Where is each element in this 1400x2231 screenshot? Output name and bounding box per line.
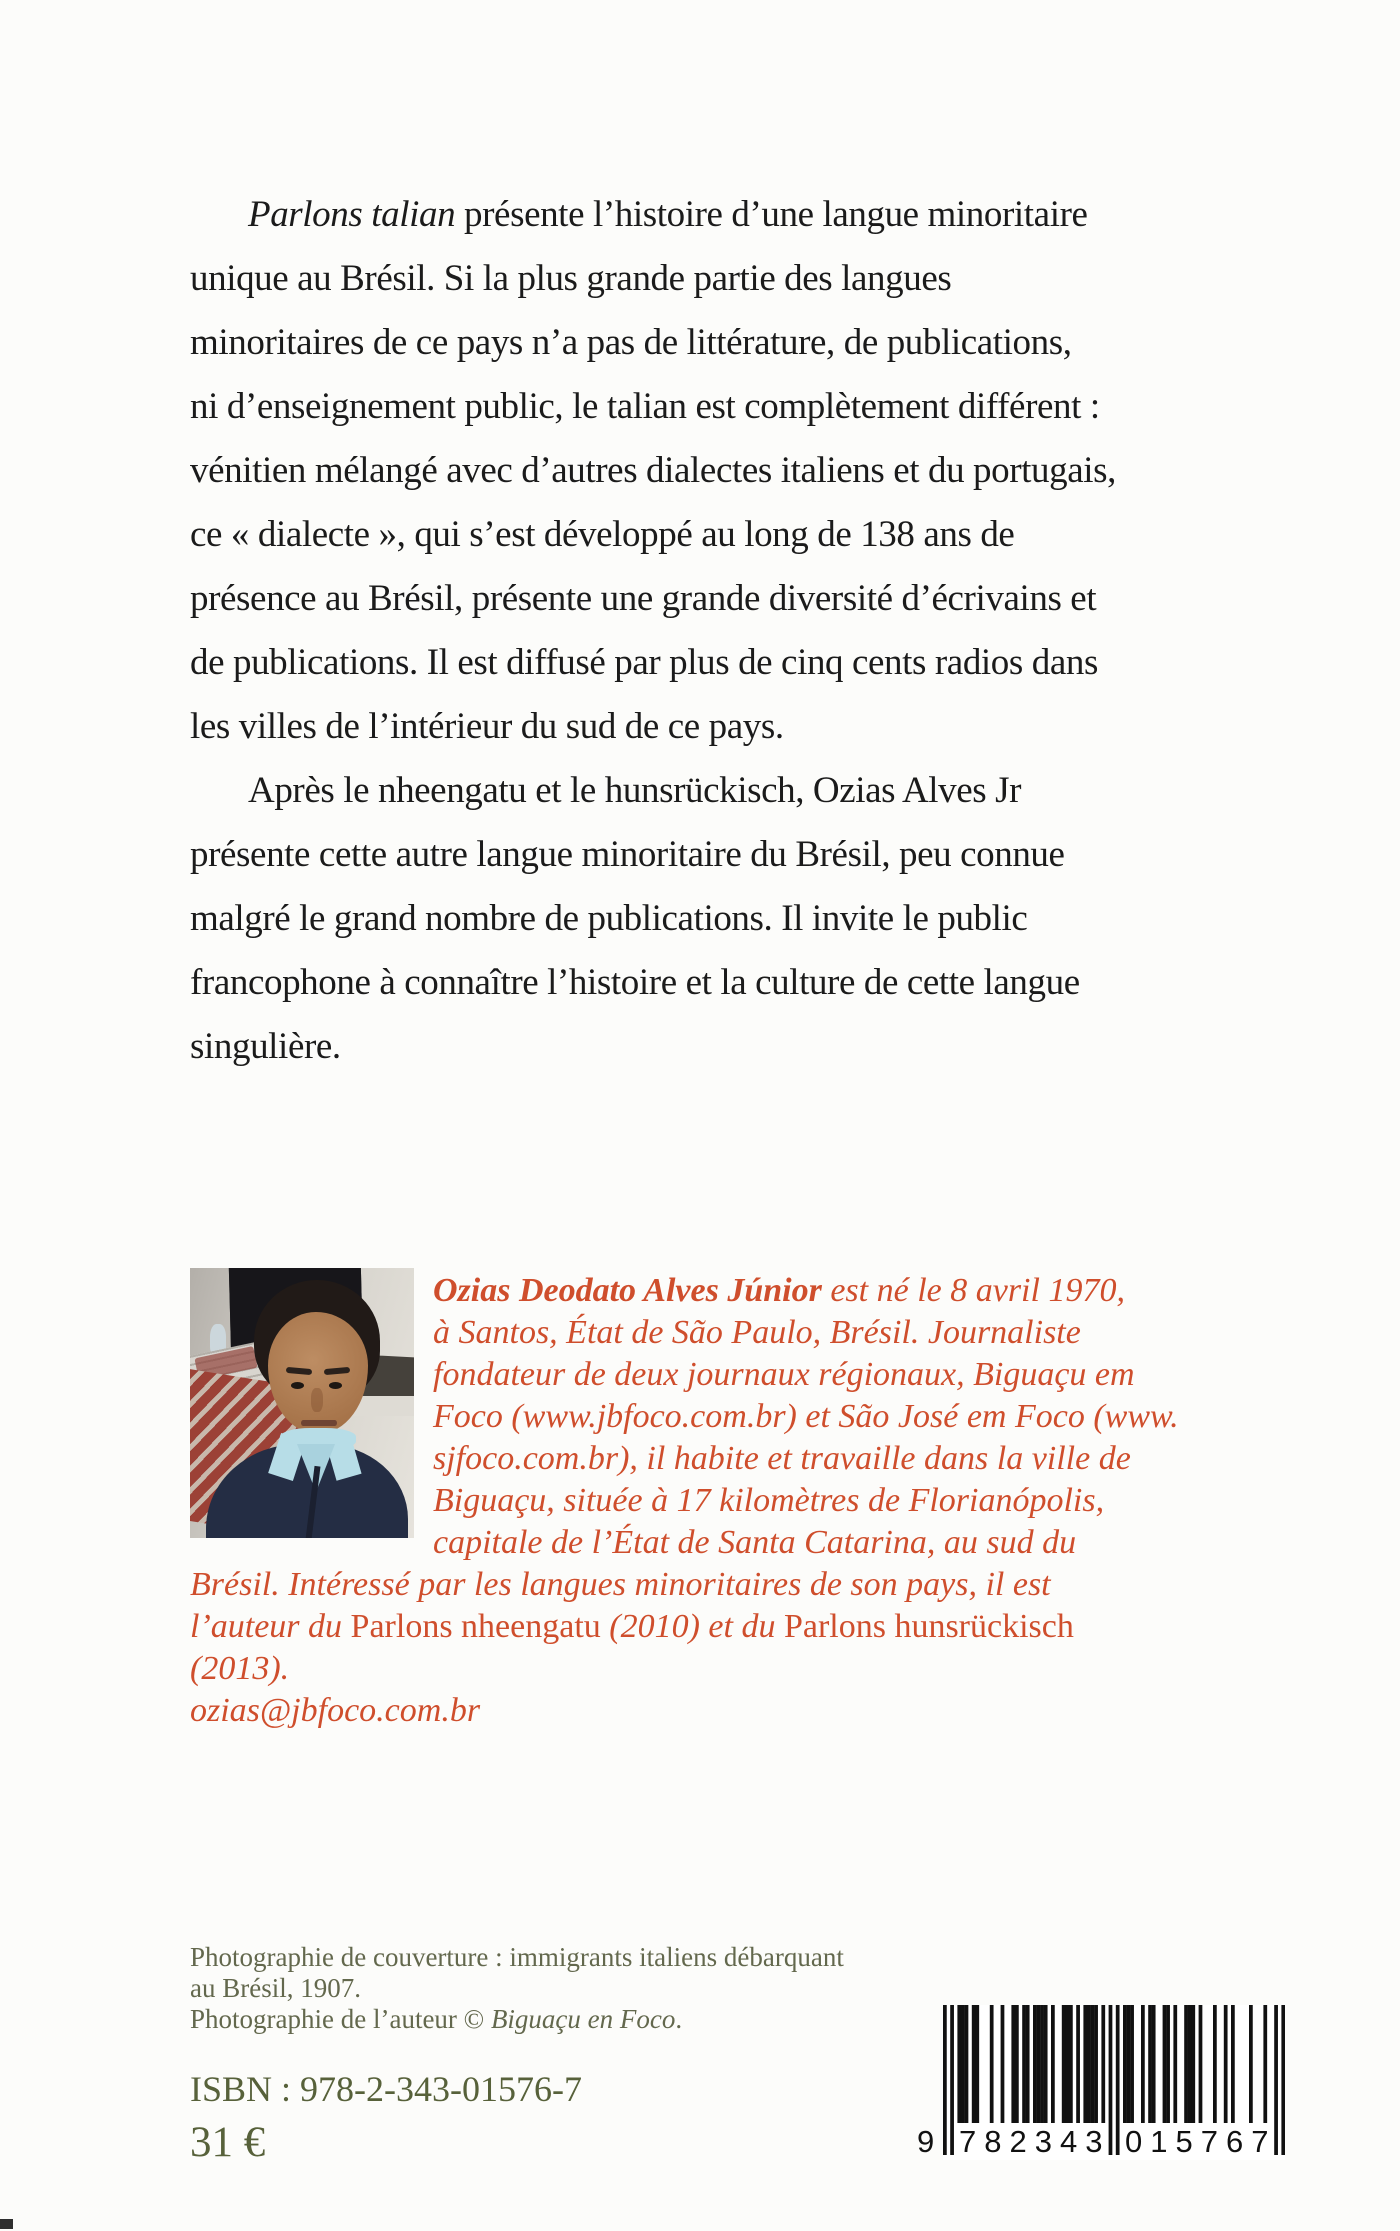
text-segment: singulière. [190,1026,341,1067]
text-segment: unique au Brésil. Si la plus grande partie des langues [190,258,952,299]
text-line [190,1312,1278,1354]
text-segment: Foco (www.jbfoco.com.br) et São José em Foco (www. [433,1398,1179,1435]
photo-credits [190,1942,950,2035]
isbn-number: ISBN : 978-2-343-01576-7 [190,2069,582,2109]
text-line [190,375,1278,439]
text-segment: Parlons talian [248,194,456,235]
text-line [190,1480,1278,1522]
text-segment: francophone à connaître l’histoire et la culture de cette langue [190,962,1080,1003]
text-segment: capitale de l’État de Santa Catarina, au sud du [433,1524,1077,1561]
text-segment: Brésil. Intéressé par les langues minoritaires de son pays, il est [190,1566,1051,1603]
synopsis-text [190,183,1278,1079]
text-line [190,1438,1278,1480]
text-line [190,887,1278,951]
text-segment: au Brésil, 1907. [190,1973,361,2003]
text-line [190,823,1278,887]
text-segment: vénitien mélangé avec d’autres dialectes italiens et du portugais, [190,450,1116,491]
text-segment: présente l’histoire d’une langue minoritaire [455,194,1088,235]
text-segment: Biguaçu, située à 17 kilomètres de Florianópolis, [433,1482,1105,1519]
text-line [190,1015,1278,1079]
text-segment: présence au Brésil, présente une grande diversité d’écrivains et [190,578,1097,619]
text-line [190,1564,1278,1606]
ean13-barcode [917,2005,1285,2160]
scan-artifact [0,2219,13,2229]
text-segment: les villes de l’intérieur du sud de ce pays. [190,706,784,747]
text-line [190,951,1278,1015]
text-segment: l’auteur du [190,1608,351,1645]
price: 31 € [190,2119,266,2166]
text-line [190,2004,950,2035]
text-line [190,567,1278,631]
text-line [190,1606,1278,1648]
barcode-digits [917,2124,1285,2160]
barcode-digit-first: 9 [917,2124,935,2159]
text-segment: Ozias Deodato Alves Júnior [433,1272,822,1309]
text-segment: sjfoco.com.br), il habite et travaille dans la ville de [433,1440,1131,1477]
author-bio-text [190,1270,1278,1732]
text-line [190,759,1278,823]
text-segment: de publications. Il est diffusé par plus de cinq cents radios dans [190,642,1098,683]
text-segment: malgré le grand nombre de publications. Il invite le public [190,898,1028,939]
text-segment: est né le 8 avril 1970, [821,1272,1125,1309]
text-line [190,439,1278,503]
barcode-digit-group2: 015767 [1125,2124,1277,2159]
text-segment: minoritaires de ce pays n’a pas de littérature, de publications, [190,322,1072,363]
text-line [190,1973,950,2004]
barcode-digit-group1: 782343 [959,2124,1111,2159]
text-segment: ni d’enseignement public, le talian est complètement différent : [190,386,1100,427]
text-segment: (2013). [190,1650,290,1687]
text-line [190,1396,1278,1438]
text-line [190,1522,1278,1564]
text-segment: ce « dialecte », qui s’est développé au long de 138 ans de [190,514,1015,555]
text-line [190,1270,1278,1312]
text-segment: fondateur de deux journaux régionaux, Biguaçu em [433,1356,1135,1393]
text-segment: (2010) et du [600,1608,784,1645]
text-line [190,183,1278,247]
text-line [190,695,1278,759]
text-segment: présente cette autre langue minoritaire du Brésil, peu connue [190,834,1065,875]
text-line [190,631,1278,695]
text-line [190,311,1278,375]
text-segment: à Santos, État de São Paulo, Brésil. Journaliste [433,1314,1081,1351]
text-segment: Parlons nheengatu [350,1608,601,1645]
text-line [190,247,1278,311]
text-line [190,1690,1278,1732]
text-line [190,503,1278,567]
text-segment: Photographie de l’auteur © [190,2004,491,2034]
text-segment: Après le nheengatu et le hunsrückisch, Ozias Alves Jr [248,770,1022,811]
text-line [190,1942,950,1973]
text-line [190,1648,1278,1690]
text-segment: Parlons hunsrückisch [783,1608,1074,1645]
text-segment: Photographie de couverture : immigrants italiens débarquant [190,1942,844,1972]
text-segment: ozias@jbfoco.com.br [190,1692,481,1729]
text-line [190,1354,1278,1396]
text-segment: Biguaçu en Foco [490,2004,676,2034]
text-segment: . [675,2004,683,2034]
